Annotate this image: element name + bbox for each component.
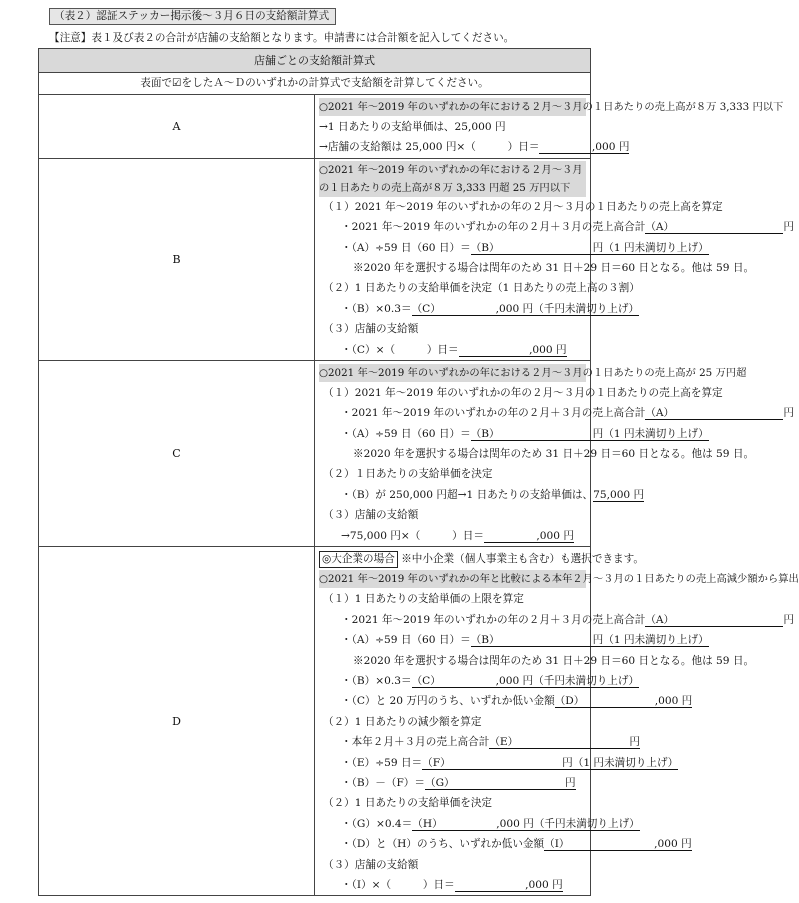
leap-year-note-b: ※2020 年を選択する場合は閏年のため 31 日＋29 日＝60 日となる。他は 59 日。 — [353, 261, 755, 274]
field-c-a[interactable]: （A） — [645, 407, 783, 420]
field-b-b[interactable]: （B） — [471, 242, 593, 255]
payment-b-field[interactable]: ,000 円 — [459, 344, 567, 357]
large-company-box: ◎大企業の場合 — [319, 551, 398, 568]
step-c2-a: ・（B）が 250,000 円超→1 日あたりの支給単価は、75,000 円 — [341, 488, 645, 501]
section-label-c: C — [39, 360, 315, 546]
field-b-a[interactable]: （A） — [645, 221, 783, 234]
step-c1-a: ・2021 年～2019 年のいずれかの年の２月＋３月の売上高合計（A） 円 — [341, 407, 794, 420]
section-a — [39, 95, 591, 159]
section-c-body — [315, 360, 794, 546]
field-d-c[interactable]: （C） — [412, 675, 496, 688]
field-d-g[interactable]: （G） — [425, 777, 565, 790]
payment-a: →店舗の支給額は 25,000 円×（ ）日＝ ,000 円 — [319, 141, 630, 154]
field-d-i[interactable]: （I） — [544, 838, 654, 851]
step-b1-b: ・（A）÷59 日（60 日）＝（B） 円（1 円未満切り上げ） — [341, 241, 709, 254]
step-d4: （３）店舗の支給額 — [323, 858, 419, 871]
step-d2-c: ・（B）－（F）＝（G） 円 — [341, 776, 576, 789]
step-d3-a: ・（G）×0.4＝（H） ,000 円（千円未満切り上げ） — [341, 817, 640, 830]
step-d1-d: ・（B）×0.3＝（C） ,000 円（千円未満切り上げ） — [341, 674, 640, 687]
step-d1-b: ・（A）÷59 日（60 日）＝（B） 円（1 円未満切り上げ） — [341, 634, 709, 647]
step-b1: （１）2021 年～2019 年のいずれかの年の２月～３月の１日あたりの売上高を算定 — [323, 200, 723, 213]
step-d1-a: ・2021 年～2019 年のいずれかの年の２月＋３月の売上高合計（A） 円 — [341, 613, 794, 626]
section-label-d: D — [39, 547, 315, 896]
step-b3: （３）店舗の支給額 — [323, 323, 419, 336]
field-d-a[interactable]: （A） — [645, 614, 783, 627]
section-d — [39, 547, 591, 896]
step-b3-a: ・（C）×（ ）日＝ ,000 円 — [341, 343, 567, 356]
step-c2: （２）１日あたりの支給単価を決定 — [323, 468, 493, 481]
leap-year-note-d: ※2020 年を選択する場合は閏年のため 31 日＋29 日＝60 日となる。他は 59 日。 — [353, 654, 755, 667]
unit-price-c: 75,000 円 — [593, 488, 645, 501]
payment-c-field[interactable]: ,000 円 — [484, 530, 574, 543]
step-b2-a: ・（B）×0.3＝（C） ,000 円（千円未満切り上げ） — [341, 302, 640, 315]
step-d3: （２）1 日あたりの支給単価を決定 — [323, 797, 493, 810]
field-b-c[interactable]: （C） — [412, 303, 496, 316]
payment-a-field[interactable]: ,000 円 — [539, 141, 629, 154]
condition-d: ○2021 年～2019 年のいずれかの年と比較による本年２月～３月の１日あたりの売上高減少額から算出 — [319, 570, 586, 588]
form-title: （表２）認証ステッカー掲示後～３月６日の支給額計算式 — [49, 8, 336, 25]
section-b-body — [315, 158, 794, 360]
step-c1: （１）2021 年～2019 年のいずれかの年の２月～３月の１日あたりの売上高を算定 — [323, 386, 723, 399]
condition-b: ○2021 年～2019 年のいずれかの年における２月～３月の１日あたりの売上高が８万 3,333 円超 25 万円以下 — [319, 161, 586, 197]
field-d-f[interactable]: （F） — [422, 757, 562, 770]
section-c — [39, 360, 591, 546]
leap-year-note-c: ※2020 年を選択する場合は閏年のため 31 日＋29 日＝60 日となる。他は 59 日。 — [353, 448, 755, 461]
field-d-b[interactable]: （B） — [471, 634, 593, 647]
step-d2-b: ・（E）÷59 日＝（F） 円（1 円未満切り上げ） — [341, 756, 679, 769]
condition-c: ○2021 年～2019 年のいずれかの年における２月～３月の１日あたりの売上高が 25 万円超 — [319, 364, 586, 382]
step-d2: （２）1 日あたりの減少額を算定 — [323, 715, 482, 728]
section-d-body — [315, 547, 799, 896]
step-b2: （２）1 日あたりの支給単価を決定（1 日あたりの売上高の３割） — [323, 282, 640, 295]
large-company-line: ◎大企業の場合 ※中小企業（個人事業主も含む）も選択できます。 — [319, 549, 586, 569]
step-c1-b: ・（A）÷59 日（60 日）＝（B） 円（1 円未満切り上げ） — [341, 427, 709, 440]
step-c3: （３）店舗の支給額 — [323, 509, 419, 522]
table-instruction: 表面で☑をしたＡ～Ｄのいずれかの計算式で支給額を計算してください。 — [39, 73, 591, 95]
field-d-e[interactable]: （E） — [489, 736, 629, 749]
condition-a: ○2021 年～2019 年のいずれかの年における２月～３月の１日あたりの売上高が８万 3,333 円以下 — [319, 98, 586, 116]
field-d-d[interactable]: （D） — [555, 695, 655, 708]
step-d1: （１）1 日あたりの支給単価の上限を算定 — [323, 593, 524, 606]
step-d1-e: ・（C）と 20 万円のうち、いずれか低い金額（D） ,000 円 — [341, 695, 693, 708]
field-c-b[interactable]: （B） — [471, 428, 593, 441]
section-a-body — [315, 95, 784, 159]
field-d-h[interactable]: （H） — [412, 818, 496, 831]
section-label-a: A — [39, 95, 315, 159]
step-d4-a: ・（I）×（ ）日＝ ,000 円 — [341, 878, 563, 891]
payment-d-field[interactable]: ,000 円 — [455, 879, 563, 892]
unit-price-a: →1 日あたりの支給単価は、25,000 円 — [319, 121, 506, 133]
table-header: 店舗ごとの支給額計算式 — [39, 49, 591, 73]
step-b1-a: ・2021 年～2019 年のいずれかの年の２月＋３月の売上高合計（A） 円 — [341, 221, 794, 234]
step-c3-a: →75,000 円×（ ）日＝ ,000 円 — [341, 529, 574, 542]
calculation-table — [38, 48, 799, 896]
section-b — [39, 158, 591, 360]
step-d3-b: ・（D）と（H）のうち、いずれか低い金額（I） ,000 円 — [341, 838, 692, 851]
section-label-b: B — [39, 158, 315, 360]
step-d2-a: ・本年２月＋３月の売上高合計（E） 円 — [341, 736, 640, 749]
notice-text: 【注意】表１及び表２の合計が店舗の支給額となります。申請書には合計額を記入してください。 — [49, 32, 515, 44]
